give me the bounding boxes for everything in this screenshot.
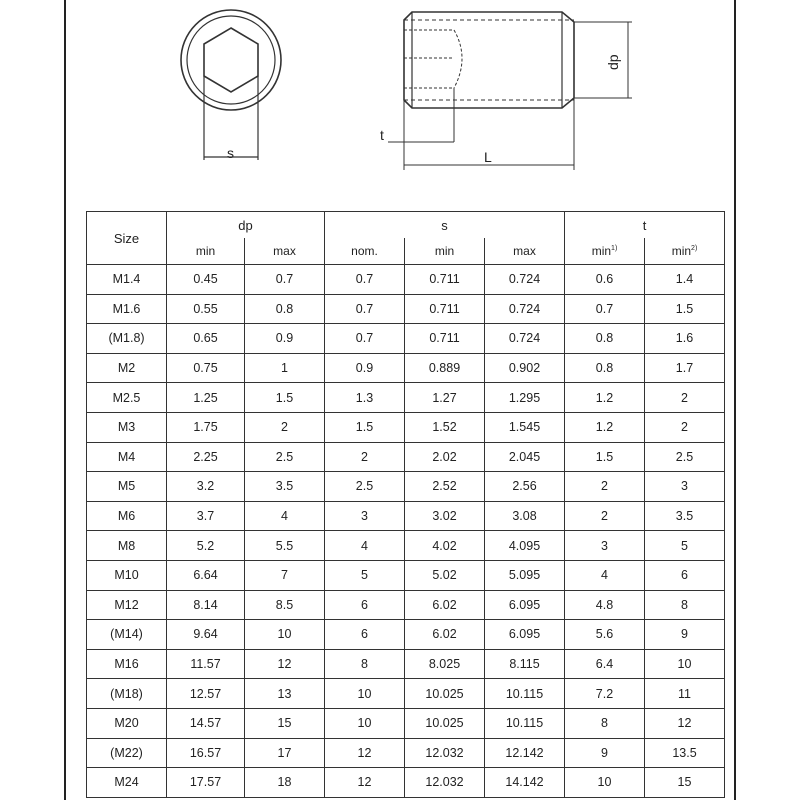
s-min-cell: 6.02 [405, 590, 485, 620]
t-min-2-cell: 1.5 [645, 294, 725, 324]
size-cell: M5 [87, 472, 167, 502]
table-row [87, 472, 725, 502]
dp-max-cell: 0.7 [245, 265, 325, 295]
t-min-1-cell: 5.6 [565, 620, 645, 650]
t-group-header: t [565, 212, 725, 239]
size-cell: M2 [87, 353, 167, 383]
dp-max-cell: 1 [245, 353, 325, 383]
s-max-cell: 6.095 [485, 590, 565, 620]
dp-min-cell: 6.64 [167, 560, 245, 590]
dp-min-cell: 16.57 [167, 738, 245, 768]
table-row [87, 324, 725, 354]
size-cell: (M1.8) [87, 324, 167, 354]
t-min-1-cell: 2 [565, 472, 645, 502]
t-min-2-cell: 6 [645, 560, 725, 590]
s-min-cell: 1.27 [405, 383, 485, 413]
table-row [87, 560, 725, 590]
t-min-1-cell: 10 [565, 768, 645, 798]
dp-min-cell: 0.45 [167, 265, 245, 295]
table-row [87, 768, 725, 798]
dp-min-cell: 17.57 [167, 768, 245, 798]
dp-max-cell: 13 [245, 679, 325, 709]
t-min-1-cell: 1.5 [565, 442, 645, 472]
s-nom-cell: 0.9 [325, 353, 405, 383]
dp-min-cell: 14.57 [167, 708, 245, 738]
t-min-1-cell: 0.7 [565, 294, 645, 324]
t-min-1-cell: 4.8 [565, 590, 645, 620]
t-min-2-cell: 2.5 [645, 442, 725, 472]
dp-min-cell: 1.75 [167, 412, 245, 442]
s-min-cell: 12.032 [405, 738, 485, 768]
s-min-cell: 8.025 [405, 649, 485, 679]
t-min-2-cell: 1.4 [645, 265, 725, 295]
dp-max-cell: 2 [245, 412, 325, 442]
s-max-cell: 10.115 [485, 708, 565, 738]
size-cell: M16 [87, 649, 167, 679]
dp-min-cell: 3.2 [167, 472, 245, 502]
t-min-2-cell: 3.5 [645, 501, 725, 531]
size-cell: M6 [87, 501, 167, 531]
s-max-cell: 5.095 [485, 560, 565, 590]
dp-min-cell: 8.14 [167, 590, 245, 620]
table-row [87, 590, 725, 620]
table-row [87, 531, 725, 561]
dp-max-cell: 18 [245, 768, 325, 798]
t-min-2-cell: 9 [645, 620, 725, 650]
s-min-cell: 0.711 [405, 324, 485, 354]
s-min-cell: 12.032 [405, 768, 485, 798]
t-min-1-cell: 6.4 [565, 649, 645, 679]
t-min-2-cell: 11 [645, 679, 725, 709]
s-dimension-label: s [227, 145, 234, 161]
table-row [87, 294, 725, 324]
t-min-1-cell: 0.8 [565, 324, 645, 354]
s-max-cell: 3.08 [485, 501, 565, 531]
table-row [87, 442, 725, 472]
s-nom-cell: 3 [325, 501, 405, 531]
s-max-cell: 1.295 [485, 383, 565, 413]
dp-max-cell: 5.5 [245, 531, 325, 561]
s-max-cell: 12.142 [485, 738, 565, 768]
s-max-cell: 14.142 [485, 768, 565, 798]
size-cell: M2.5 [87, 383, 167, 413]
t-dimension-label: t [380, 127, 384, 143]
dp-min-cell: 0.55 [167, 294, 245, 324]
dp-min-cell: 0.75 [167, 353, 245, 383]
dp-max-cell: 8.5 [245, 590, 325, 620]
dimension-table-body [87, 265, 725, 798]
t-min-2-cell: 3 [645, 472, 725, 502]
t-min-1-cell: 0.6 [565, 265, 645, 295]
side-view-drawing [388, 12, 632, 170]
dp-max-cell: 2.5 [245, 442, 325, 472]
s-min-cell: 10.025 [405, 708, 485, 738]
s-nom-cell: 10 [325, 679, 405, 709]
t-min-2-cell: 2 [645, 412, 725, 442]
dp-max-cell: 17 [245, 738, 325, 768]
s-nom-cell: 2.5 [325, 472, 405, 502]
s-nom-cell: 12 [325, 768, 405, 798]
table-row [87, 679, 725, 709]
size-cell: M3 [87, 412, 167, 442]
t-min-2-cell: 13.5 [645, 738, 725, 768]
t-min-2-cell: 10 [645, 649, 725, 679]
size-cell: M24 [87, 768, 167, 798]
s-nom-cell: 4 [325, 531, 405, 561]
s-max-cell: 0.724 [485, 324, 565, 354]
s-min-cell: 2.52 [405, 472, 485, 502]
t-min-1-cell: 1.2 [565, 383, 645, 413]
s-nom-cell: 0.7 [325, 265, 405, 295]
s-max-cell: 0.724 [485, 294, 565, 324]
table-row [87, 383, 725, 413]
t-min-1-cell: 3 [565, 531, 645, 561]
s-min-cell: 6.02 [405, 620, 485, 650]
t-min-2-header [645, 238, 725, 265]
L-dimension-label: L [484, 149, 492, 165]
dp-max-cell: 10 [245, 620, 325, 650]
t-min-2-cell: 12 [645, 708, 725, 738]
dp-min-cell: 0.65 [167, 324, 245, 354]
s-min-header: min [405, 238, 485, 265]
t-min-2-cell: 1.6 [645, 324, 725, 354]
dp-max-cell: 15 [245, 708, 325, 738]
s-max-cell: 1.545 [485, 412, 565, 442]
t-min-1-cell: 0.8 [565, 353, 645, 383]
table-row [87, 738, 725, 768]
s-max-header: max [485, 238, 565, 265]
t-min-2-cell: 1.7 [645, 353, 725, 383]
s-max-cell: 0.902 [485, 353, 565, 383]
s-min-cell: 0.889 [405, 353, 485, 383]
t-min-1-cell: 2 [565, 501, 645, 531]
t-min-1-cell: 8 [565, 708, 645, 738]
size-cell: M1.6 [87, 294, 167, 324]
dp-max-cell: 0.8 [245, 294, 325, 324]
s-nom-cell: 5 [325, 560, 405, 590]
table-row [87, 649, 725, 679]
s-nom-cell: 8 [325, 649, 405, 679]
size-cell: (M14) [87, 620, 167, 650]
s-max-cell: 2.56 [485, 472, 565, 502]
t-min-1-label: min [591, 244, 612, 258]
s-max-cell: 8.115 [485, 649, 565, 679]
s-min-cell: 3.02 [405, 501, 485, 531]
dp-max-cell: 3.5 [245, 472, 325, 502]
s-nom-header: nom. [325, 238, 405, 265]
technical-drawing [0, 0, 800, 200]
size-cell: M12 [87, 590, 167, 620]
s-nom-cell: 1.5 [325, 412, 405, 442]
size-cell: (M22) [87, 738, 167, 768]
t-min-1-cell: 4 [565, 560, 645, 590]
dp-dimension-label: dp [605, 54, 621, 70]
s-min-cell: 5.02 [405, 560, 485, 590]
t-min-2-cell: 2 [645, 383, 725, 413]
size-cell: M4 [87, 442, 167, 472]
t-min-2-label: min [671, 244, 692, 258]
t-min-1-cell: 1.2 [565, 412, 645, 442]
table-row [87, 412, 725, 442]
s-min-cell: 4.02 [405, 531, 485, 561]
table-row [87, 265, 725, 295]
s-nom-cell: 10 [325, 708, 405, 738]
s-min-cell: 1.52 [405, 412, 485, 442]
footnote-1-marker: 1) [611, 245, 618, 252]
end-view-drawing [181, 10, 281, 160]
dp-max-header: max [245, 238, 325, 265]
s-nom-cell: 6 [325, 590, 405, 620]
size-cell: M1.4 [87, 265, 167, 295]
table-row [87, 501, 725, 531]
footnote-2-marker: 2) [691, 245, 698, 252]
s-min-cell: 0.711 [405, 294, 485, 324]
dp-min-cell: 3.7 [167, 501, 245, 531]
dp-max-cell: 0.9 [245, 324, 325, 354]
size-cell: M10 [87, 560, 167, 590]
dp-min-cell: 9.64 [167, 620, 245, 650]
t-min-1-cell: 7.2 [565, 679, 645, 709]
size-cell: M20 [87, 708, 167, 738]
s-min-cell: 2.02 [405, 442, 485, 472]
dp-max-cell: 1.5 [245, 383, 325, 413]
dp-max-cell: 4 [245, 501, 325, 531]
s-nom-cell: 1.3 [325, 383, 405, 413]
s-nom-cell: 2 [325, 442, 405, 472]
size-cell: M8 [87, 531, 167, 561]
table-row [87, 620, 725, 650]
dp-min-header: min [167, 238, 245, 265]
s-nom-cell: 0.7 [325, 294, 405, 324]
t-min-2-cell: 15 [645, 768, 725, 798]
s-min-cell: 10.025 [405, 679, 485, 709]
dimension-table-container [86, 211, 724, 798]
s-max-cell: 2.045 [485, 442, 565, 472]
t-min-2-cell: 8 [645, 590, 725, 620]
dp-min-cell: 5.2 [167, 531, 245, 561]
s-nom-cell: 12 [325, 738, 405, 768]
s-max-cell: 6.095 [485, 620, 565, 650]
dp-max-cell: 7 [245, 560, 325, 590]
dp-max-cell: 12 [245, 649, 325, 679]
s-max-cell: 4.095 [485, 531, 565, 561]
dp-min-cell: 1.25 [167, 383, 245, 413]
s-max-cell: 0.724 [485, 265, 565, 295]
table-row [87, 353, 725, 383]
t-min-2-cell: 5 [645, 531, 725, 561]
s-max-cell: 10.115 [485, 679, 565, 709]
s-nom-cell: 0.7 [325, 324, 405, 354]
table-row [87, 708, 725, 738]
dp-min-cell: 11.57 [167, 649, 245, 679]
t-min-1-header [565, 238, 645, 265]
s-min-cell: 0.711 [405, 265, 485, 295]
size-column-header: Size [87, 212, 167, 265]
s-nom-cell: 6 [325, 620, 405, 650]
dp-min-cell: 2.25 [167, 442, 245, 472]
dp-min-cell: 12.57 [167, 679, 245, 709]
t-min-1-cell: 9 [565, 738, 645, 768]
dimension-table [86, 211, 725, 798]
dp-group-header: dp [167, 212, 325, 239]
size-cell: (M18) [87, 679, 167, 709]
s-group-header: s [325, 212, 565, 239]
